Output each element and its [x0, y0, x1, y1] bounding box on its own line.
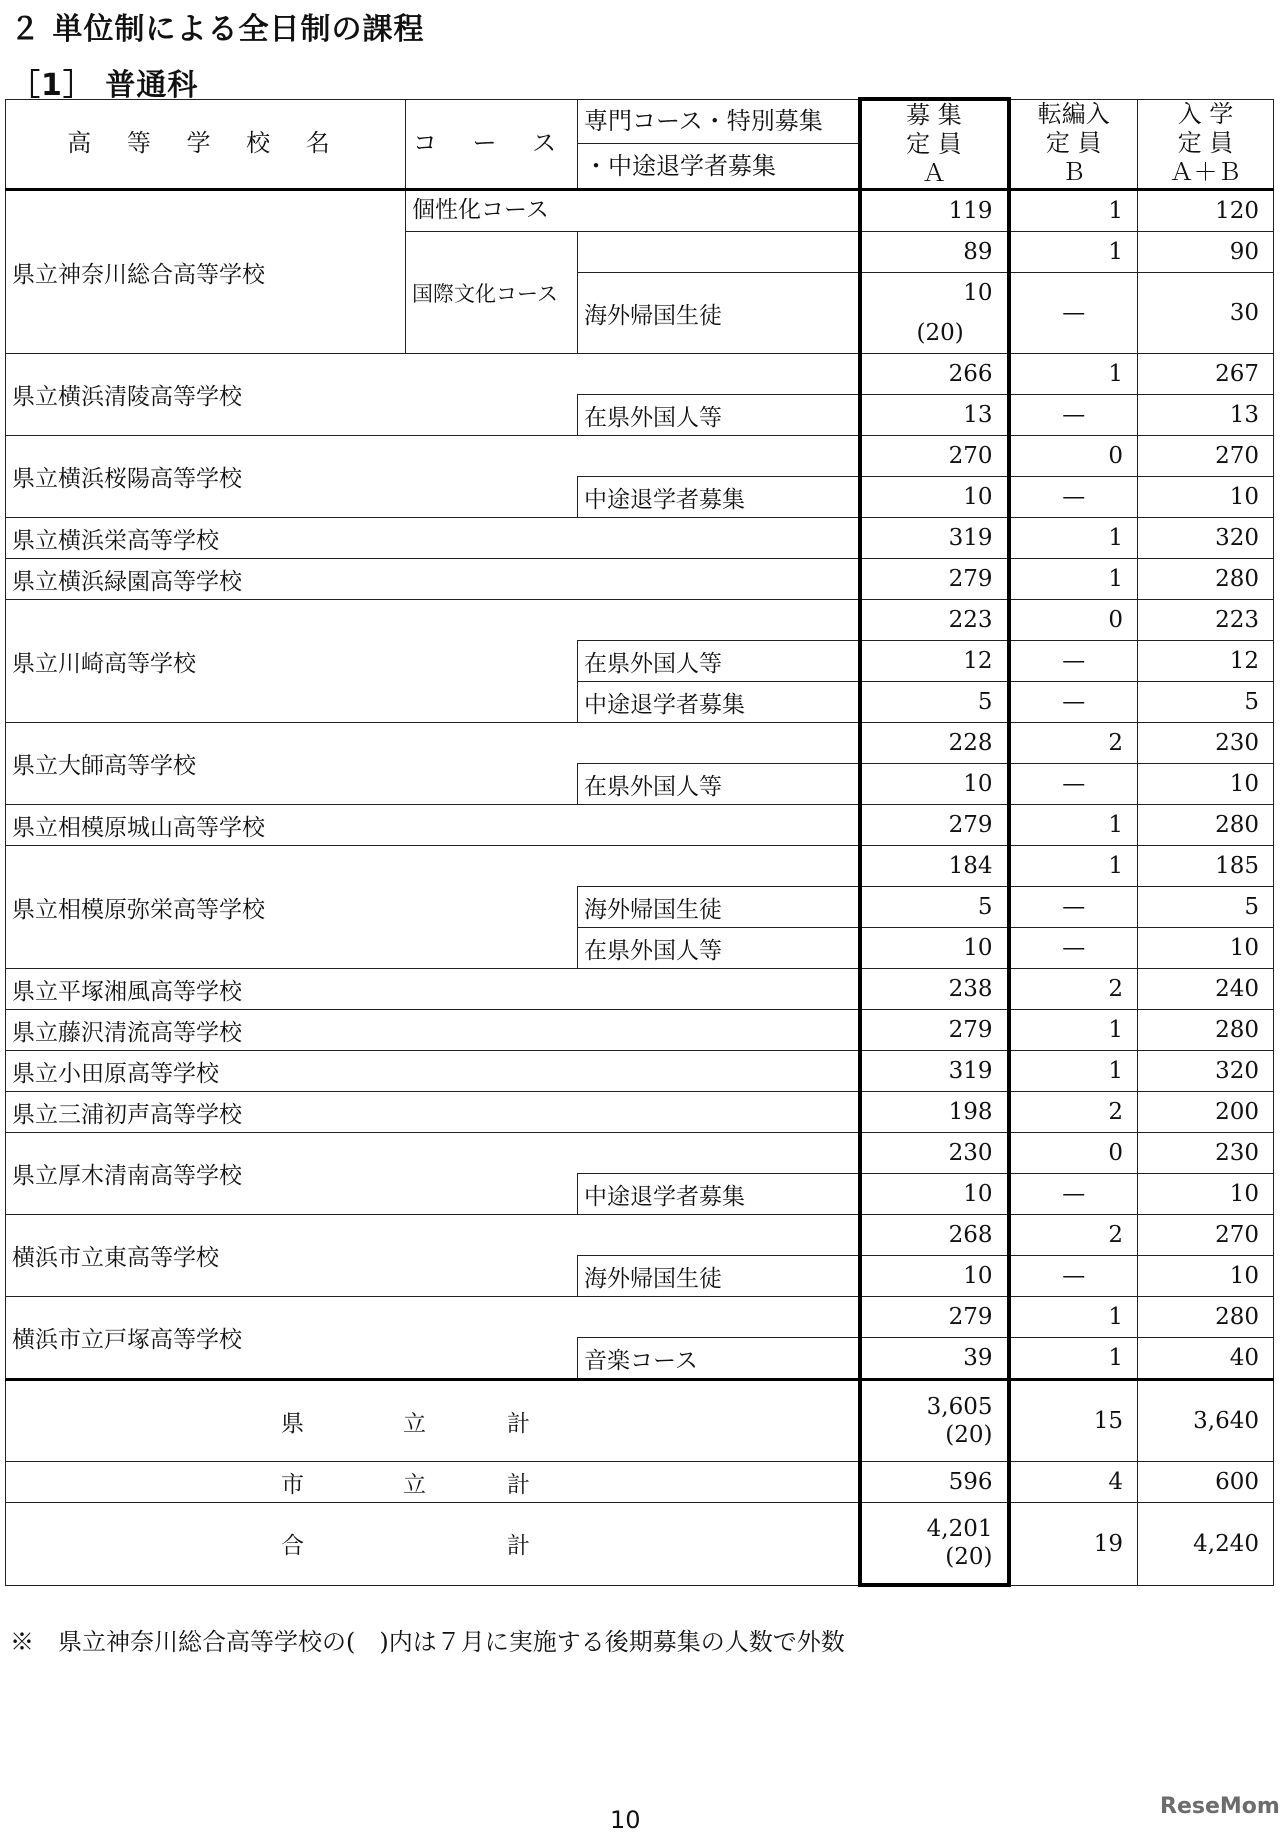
cell-a: 89 — [860, 232, 1009, 273]
cell-b: — — [1009, 764, 1138, 805]
enrollment-table — [5, 97, 1274, 1587]
section-title: ２ 単位制による全日制の課程 — [10, 12, 425, 47]
cell-ab: 30 — [1138, 273, 1274, 354]
cell-b: 2 — [1009, 723, 1138, 764]
cell-a: 10 — [860, 1174, 1009, 1215]
cell-ab: 10 — [1138, 1174, 1274, 1215]
cell-b: 15 — [1009, 1380, 1138, 1462]
school-name: 横浜市立東高等学校 — [6, 1215, 578, 1297]
header-special-1: 専門コース・特別募集 — [578, 99, 860, 144]
cell-ab: 267 — [1138, 354, 1274, 395]
cell-ab: 223 — [1138, 600, 1274, 641]
table-row — [6, 969, 1274, 1010]
table-row — [6, 600, 1274, 641]
cell-a: 10 — [860, 273, 1009, 314]
cell-ab: 240 — [1138, 969, 1274, 1010]
special-name: 在県外国人等 — [578, 764, 860, 805]
header-row — [6, 99, 1274, 144]
cell-b: 0 — [1009, 600, 1138, 641]
cell-ab: 3,640 — [1138, 1380, 1274, 1462]
table-row — [6, 190, 1274, 232]
school-name: 県立藤沢清流高等学校 — [6, 1010, 860, 1051]
table-row — [6, 1215, 1274, 1256]
cell-b: 1 — [1009, 559, 1138, 600]
cell-b: 1 — [1009, 1297, 1138, 1338]
table-row — [6, 436, 1274, 477]
cell-ab: 10 — [1138, 1256, 1274, 1297]
cell-b: — — [1009, 477, 1138, 518]
cell-b: — — [1009, 887, 1138, 928]
page-number: 10 — [610, 1806, 641, 1834]
special-name: 海外帰国生徒 — [578, 1256, 860, 1297]
table-row — [6, 846, 1274, 887]
cell-ab: 185 — [1138, 846, 1274, 887]
cell-a: 12 — [860, 641, 1009, 682]
cell-ab: 90 — [1138, 232, 1274, 273]
cell-a: 279 — [860, 1297, 1009, 1338]
special-name: 海外帰国生徒 — [578, 273, 860, 354]
table-row — [6, 1010, 1274, 1051]
cell-a: 10 — [860, 764, 1009, 805]
cell-b: 1 — [1009, 232, 1138, 273]
cell-ab: 4,240 — [1138, 1503, 1274, 1586]
cell-ab: 230 — [1138, 1133, 1274, 1174]
cell-a: 270 — [860, 436, 1009, 477]
cell-a: 10 — [860, 1256, 1009, 1297]
header-ab: 入 学 定 員 Ａ＋Ｂ — [1138, 99, 1274, 190]
school-name: 横浜市立戸塚高等学校 — [6, 1297, 578, 1380]
cell-a: 319 — [860, 518, 1009, 559]
school-name: 県立横浜桜陽高等学校 — [6, 436, 578, 518]
cell-ab: 12 — [1138, 641, 1274, 682]
header-a: 募 集 定 員 Ａ — [860, 99, 1009, 190]
table-row — [6, 723, 1274, 764]
cell-b: — — [1009, 641, 1138, 682]
cell-ab: 280 — [1138, 559, 1274, 600]
special-name: 海外帰国生徒 — [578, 887, 860, 928]
cell-a: 10 — [860, 928, 1009, 969]
cell-ab: 230 — [1138, 723, 1274, 764]
total-row-kenritsu — [6, 1380, 1274, 1462]
cell-ab: 5 — [1138, 682, 1274, 723]
cell-a: 319 — [860, 1051, 1009, 1092]
cell-b: 1 — [1009, 1010, 1138, 1051]
total-label: 合 計 — [6, 1503, 860, 1586]
special-name: 在県外国人等 — [578, 641, 860, 682]
footnote: ※ 県立神奈川総合高等学校の( )内は７月に実施する後期募集の人数で外数 — [10, 1628, 845, 1656]
cell-a: 279 — [860, 559, 1009, 600]
subsection-title: ［1］ 普通科 — [10, 68, 199, 103]
special-name: 在県外国人等 — [578, 928, 860, 969]
school-name: 県立大師高等学校 — [6, 723, 578, 805]
cell-a: 596 — [860, 1462, 1009, 1503]
table-row — [6, 805, 1274, 846]
cell-ab: 320 — [1138, 518, 1274, 559]
cell-b: — — [1009, 273, 1138, 354]
table-row — [6, 559, 1274, 600]
special-name: 中途退学者募集 — [578, 1174, 860, 1215]
cell-ab: 270 — [1138, 1215, 1274, 1256]
cell-ab: 270 — [1138, 436, 1274, 477]
cell-a: 230 — [860, 1133, 1009, 1174]
cell-a: 238 — [860, 969, 1009, 1010]
school-name: 県立横浜清陵高等学校 — [6, 354, 578, 436]
cell-b: — — [1009, 1174, 1138, 1215]
school-name: 県立相模原城山高等学校 — [6, 805, 860, 846]
school-name: 県立相模原弥栄高等学校 — [6, 846, 578, 969]
cell-b: 2 — [1009, 1092, 1138, 1133]
header-special-2: ・中途退学者募集 — [578, 144, 860, 190]
cell-ab: 320 — [1138, 1051, 1274, 1092]
cell-b: 1 — [1009, 846, 1138, 887]
special-name: 在県外国人等 — [578, 395, 860, 436]
cell-ab: 200 — [1138, 1092, 1274, 1133]
table-row — [6, 1297, 1274, 1338]
cell-b: 1 — [1009, 518, 1138, 559]
school-name: 県立厚木清南高等学校 — [6, 1133, 578, 1215]
cell-ab: 10 — [1138, 477, 1274, 518]
school-name: 県立三浦初声高等学校 — [6, 1092, 860, 1133]
table-row — [6, 1133, 1274, 1174]
header-course: コ ー ス — [406, 99, 578, 190]
cell-ab: 10 — [1138, 764, 1274, 805]
header-school: 高 等 学 校 名 — [6, 99, 406, 190]
cell-a: 39 — [860, 1338, 1009, 1380]
cell-a: 4,201 (20) — [860, 1503, 1009, 1586]
cell-a: 10 — [860, 477, 1009, 518]
header-b: 転編入 定 員 Ｂ — [1009, 99, 1138, 190]
school-name: 県立平塚湘風高等学校 — [6, 969, 860, 1010]
cell-a: 3,605 (20) — [860, 1380, 1009, 1462]
cell-ab: 280 — [1138, 805, 1274, 846]
cell-ab: 40 — [1138, 1338, 1274, 1380]
total-label: 県 立 計 — [6, 1380, 860, 1462]
cell-ab: 10 — [1138, 928, 1274, 969]
school-name: 県立小田原高等学校 — [6, 1051, 860, 1092]
table-row — [6, 1051, 1274, 1092]
school-name: 県立横浜緑園高等学校 — [6, 559, 860, 600]
cell-a-extra: (20) — [860, 313, 1009, 354]
cell-b: 19 — [1009, 1503, 1138, 1586]
school-name: 県立川崎高等学校 — [6, 600, 578, 723]
total-row-gokei — [6, 1503, 1274, 1586]
course-name: 国際文化コース — [406, 232, 578, 354]
cell-b: 1 — [1009, 1051, 1138, 1092]
cell-a: 223 — [860, 600, 1009, 641]
cell-ab: 600 — [1138, 1462, 1274, 1503]
cell-b: 0 — [1009, 1133, 1138, 1174]
cell-b: 1 — [1009, 1338, 1138, 1380]
table-row — [6, 1092, 1274, 1133]
cell-a: 5 — [860, 682, 1009, 723]
cell-ab: 280 — [1138, 1297, 1274, 1338]
cell-b: 0 — [1009, 436, 1138, 477]
cell-ab: 5 — [1138, 887, 1274, 928]
cell-a: 279 — [860, 1010, 1009, 1051]
cell-ab: 13 — [1138, 395, 1274, 436]
school-name: 県立横浜栄高等学校 — [6, 518, 860, 559]
cell-b: — — [1009, 928, 1138, 969]
cell-a: 266 — [860, 354, 1009, 395]
course-name: 個性化コース — [406, 190, 860, 232]
cell-a: 268 — [860, 1215, 1009, 1256]
total-label: 市 立 計 — [6, 1462, 860, 1503]
special-name: 中途退学者募集 — [578, 682, 860, 723]
cell-ab: 120 — [1138, 190, 1274, 232]
school-name: 県立神奈川総合高等学校 — [6, 190, 406, 354]
table-row — [6, 354, 1274, 395]
cell-a: 198 — [860, 1092, 1009, 1133]
cell-b: 1 — [1009, 354, 1138, 395]
cell-a: 119 — [860, 190, 1009, 232]
watermark-logo: ReseMom — [1160, 1794, 1280, 1819]
cell-a: 228 — [860, 723, 1009, 764]
cell-b: — — [1009, 395, 1138, 436]
cell-a: 5 — [860, 887, 1009, 928]
cell-a: 13 — [860, 395, 1009, 436]
cell-a: 279 — [860, 805, 1009, 846]
cell-b: — — [1009, 1256, 1138, 1297]
table-row — [6, 518, 1274, 559]
cell-b: — — [1009, 682, 1138, 723]
cell-ab: 280 — [1138, 1010, 1274, 1051]
cell-b: 1 — [1009, 190, 1138, 232]
cell-b: 1 — [1009, 805, 1138, 846]
special-name: 中途退学者募集 — [578, 477, 860, 518]
cell-b: 4 — [1009, 1462, 1138, 1503]
cell-b: 2 — [1009, 1215, 1138, 1256]
total-row-shiritsu — [6, 1462, 1274, 1503]
special-name: 音楽コース — [578, 1338, 860, 1380]
cell-b: 2 — [1009, 969, 1138, 1010]
cell-a: 184 — [860, 846, 1009, 887]
